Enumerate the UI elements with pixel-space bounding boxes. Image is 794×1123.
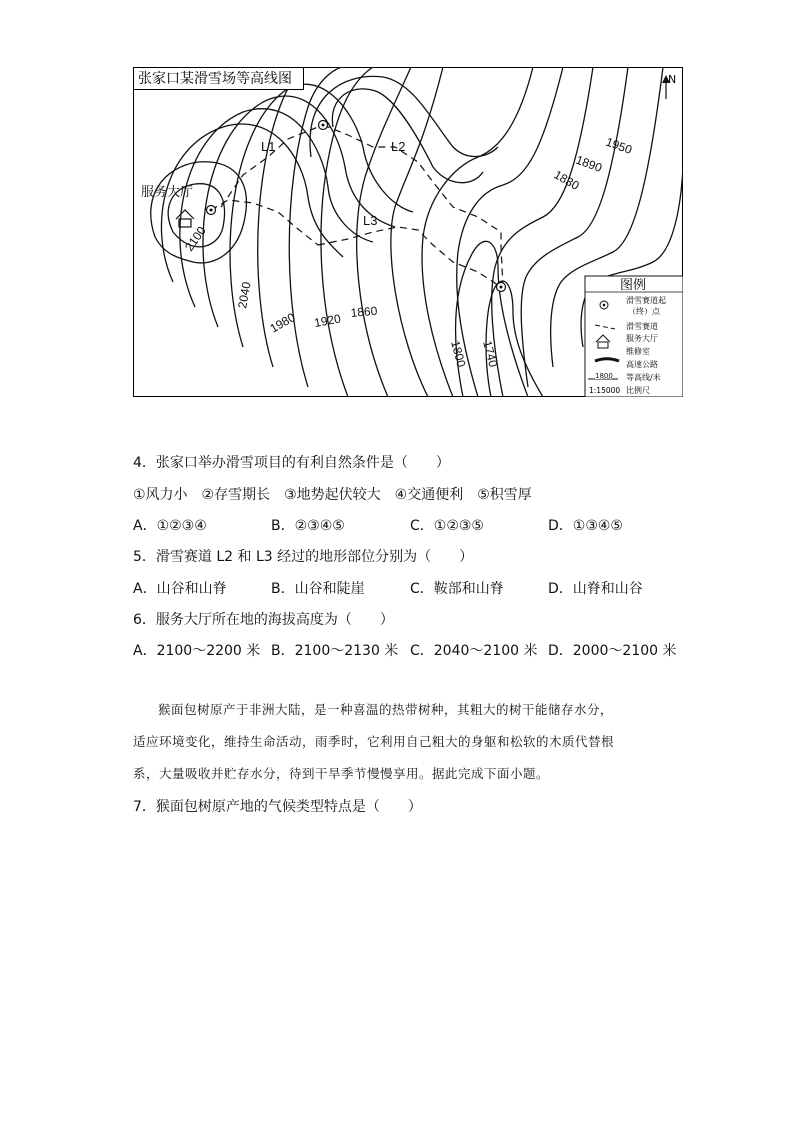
question-5-option-b[interactable]: B．山谷和陡崖 (271, 581, 365, 597)
legend-repair: 维修室 (626, 347, 650, 356)
legend-scale: 比例尺 (626, 386, 650, 395)
track-label-l3: L3 (363, 213, 378, 228)
legend (585, 276, 683, 397)
legend-start-end-2: （终）点 (628, 307, 660, 316)
contour-label-1860: 1860 (350, 303, 378, 320)
question-6-option-a[interactable]: A．2100～2200 米 (133, 643, 261, 659)
contour-map (133, 67, 683, 397)
contour-label-1800: 1800 (448, 339, 469, 369)
track-label-l2: L2 (391, 139, 406, 154)
question-4-option-d[interactable]: D．①③④⑤ (548, 518, 623, 534)
legend-start-end: 滑雪赛道起 (626, 296, 666, 305)
legend-title: 图例 (620, 278, 647, 293)
map-title: 张家口某滑雪场等高线图 (138, 70, 292, 86)
legend-scale-value: 1:15000 (589, 386, 621, 395)
question-5-option-d[interactable]: D．山脊和山谷 (548, 581, 643, 597)
contour-label-1830: 1830 (551, 167, 582, 193)
contour-label-1980: 1980 (267, 310, 298, 336)
question-6-stem: 6．服务大厅所在地的海拔高度为（ ） (133, 612, 394, 628)
question-4-option-c[interactable]: C．①②③⑤ (410, 518, 484, 534)
question-6-option-d[interactable]: D．2000～2100 米 (548, 643, 677, 659)
track-label-l1: L1 (261, 139, 276, 154)
legend-track: 滑雪赛道 (626, 322, 658, 331)
question-4-stem: 4．张家口举办滑雪项目的有利自然条件是（ ） (133, 455, 450, 471)
legend-highway: 高速公路 (626, 360, 658, 369)
legend-contour: 等高线/米 (626, 373, 661, 382)
contour-label-2100: 2100 (181, 223, 209, 254)
question-6-option-c[interactable]: C．2040～2100 米 (410, 643, 538, 659)
passage-line-2: 适应环境变化，维持生命活动，雨季时，它利用自己粗大的身躯和松软的木质代替根 (133, 734, 615, 749)
contour-label-1740: 1740 (480, 339, 501, 369)
question-7-stem: 7．猴面包树原产地的气候类型特点是（ ） (133, 799, 422, 815)
passage-line-3: 系，大量吸收并贮存水分，待到干旱季节慢慢享用。据此完成下面小题。 (133, 766, 550, 781)
contour-label-1920: 1920 (313, 311, 342, 330)
question-4-statements: ①风力小 ②存雪期长 ③地势起伏较大 ④交通便利 ⑤积雪厚 (133, 487, 532, 503)
service-hall-label: 服务大厅 (141, 184, 194, 199)
question-6-option-b[interactable]: B．2100～2130 米 (271, 643, 399, 659)
contour-label-2040: 2040 (235, 280, 254, 310)
legend-contour-value: 1800 (595, 372, 613, 380)
passage-line-1: 猴面包树原产于非洲大陆，是一种喜温的热带树种，其粗大的树干能储存水分， (158, 702, 614, 717)
question-5-option-a[interactable]: A．山谷和山脊 (133, 581, 227, 597)
contour-label-1950: 1950 (603, 134, 634, 157)
question-4-option-b[interactable]: B．②③④⑤ (271, 518, 345, 534)
question-5-stem: 5．滑雪赛道 L2 和 L3 经过的地形部位分别为（ ） (133, 549, 474, 565)
legend-service: 服务大厅 (626, 334, 658, 343)
question-4-option-a[interactable]: A．①②③④ (133, 518, 207, 534)
north-label: N (668, 73, 677, 86)
question-5-option-c[interactable]: C．鞍部和山脊 (410, 581, 504, 597)
reading-passage (133, 694, 663, 790)
contour-label-1890: 1890 (573, 152, 604, 175)
